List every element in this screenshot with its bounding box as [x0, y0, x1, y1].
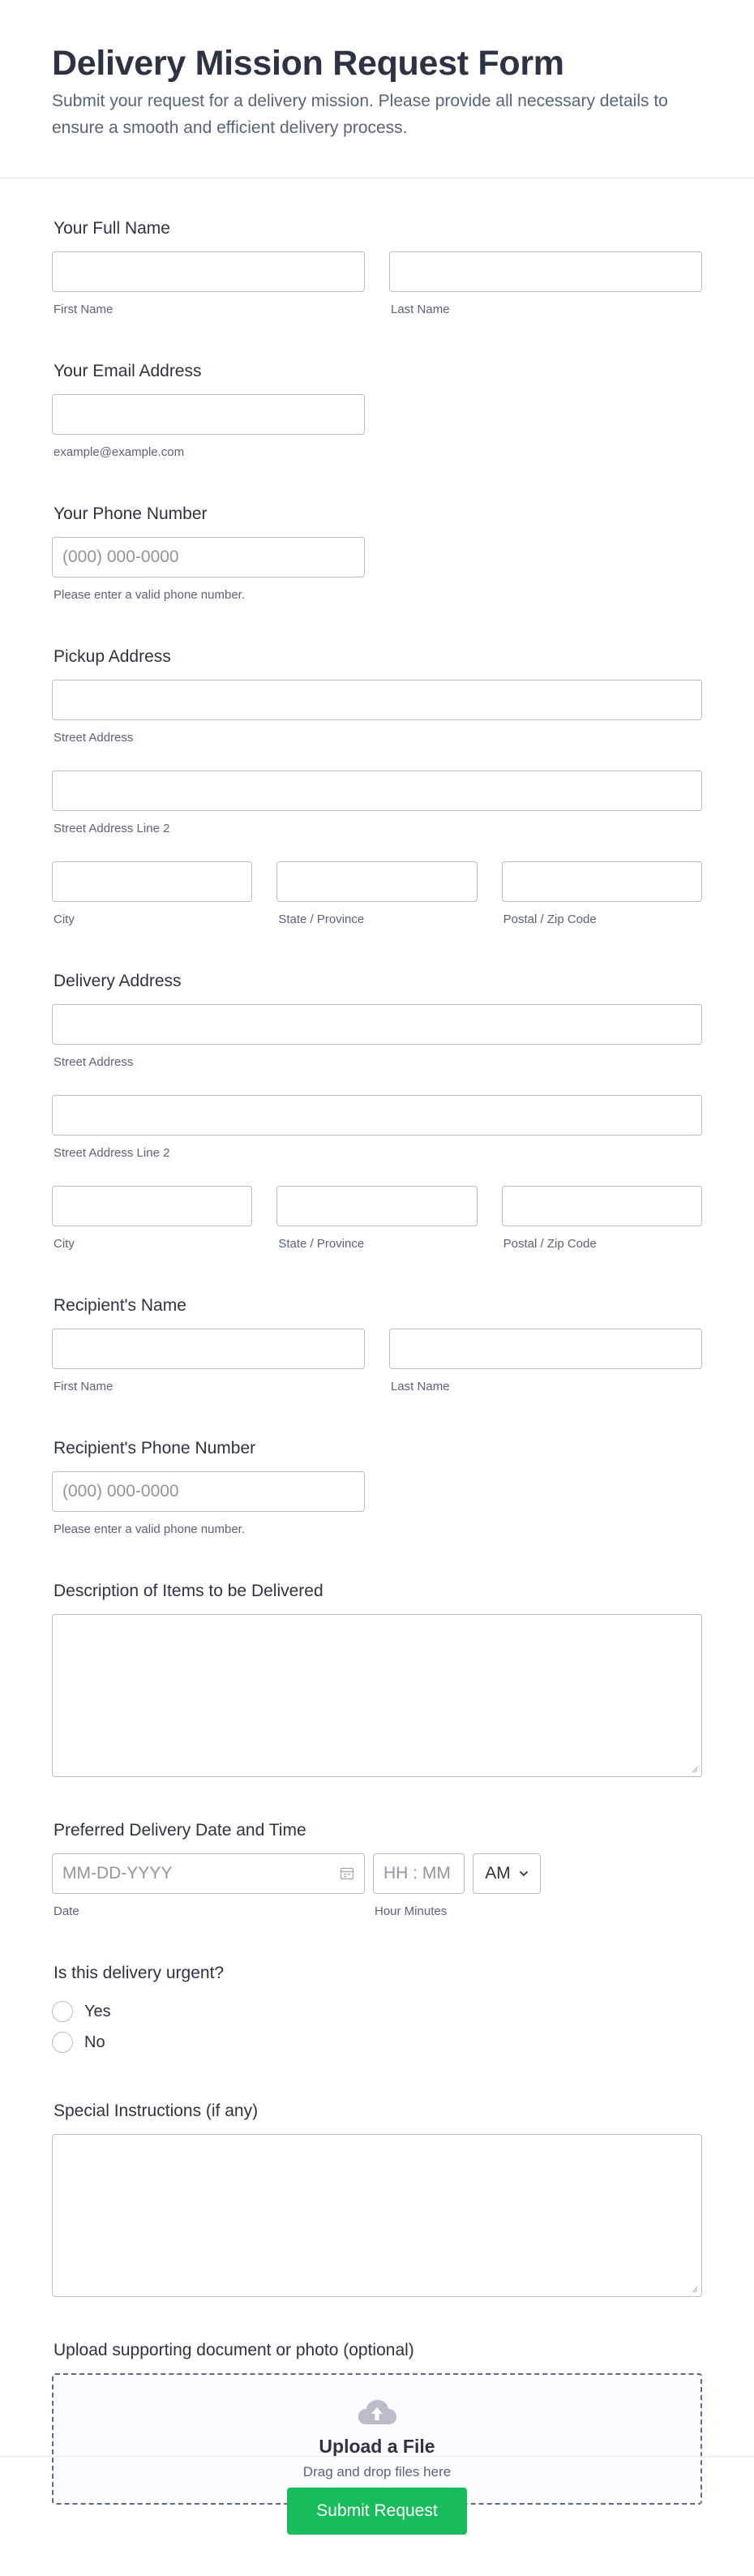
items-description-label: Description of Items to be Delivered: [54, 1582, 323, 1600]
delivery-zip-sublabel: Postal / Zip Code: [503, 1237, 597, 1251]
phone-label: Your Phone Number: [54, 504, 208, 523]
email-question: [52, 360, 702, 461]
pickup-address-label: Pickup Address: [54, 647, 171, 666]
first-name-input[interactable]: [52, 251, 365, 292]
recipient-first-name-input[interactable]: [52, 1329, 365, 1369]
form-description: Submit your request for a delivery mission. Please provide all necessary details to ensure a smooth and efficient delivery process.: [52, 92, 668, 137]
recipient-last-name-sublabel: Last Name: [391, 1380, 450, 1393]
delivery-city-sublabel: City: [54, 1237, 75, 1251]
recipient-last-name-input[interactable]: [389, 1329, 702, 1369]
resize-grip-icon[interactable]: [690, 2285, 698, 2293]
pickup-street-input[interactable]: [52, 680, 702, 720]
delivery-street2-input[interactable]: [52, 1095, 702, 1136]
pickup-city-input[interactable]: [52, 861, 252, 902]
recipient-name-label: Recipient's Name: [54, 1296, 186, 1315]
email-sublabel: example@example.com: [54, 445, 185, 459]
first-name-sublabel: First Name: [54, 303, 114, 316]
delivery-street-sublabel: Street Address: [54, 1055, 134, 1069]
recipient-phone-input[interactable]: [52, 1471, 365, 1512]
radio-button-no[interactable]: [52, 2032, 73, 2053]
delivery-address-question: [52, 970, 702, 1252]
cloud-upload-icon: [357, 2398, 397, 2426]
items-description-question: [52, 1580, 702, 1777]
full-name-question: [52, 217, 702, 318]
delivery-city-input[interactable]: [52, 1186, 252, 1226]
time-input[interactable]: [373, 1853, 465, 1894]
recipient-phone-question: [52, 1437, 702, 1538]
ampm-value: AM: [485, 1864, 511, 1883]
chevron-down-icon: [519, 1870, 529, 1877]
urgent-option-no[interactable]: [52, 2027, 702, 2058]
delivery-state-sublabel: State / Province: [278, 1237, 365, 1251]
full-name-label: Your Full Name: [54, 219, 170, 238]
date-input[interactable]: [52, 1853, 365, 1894]
recipient-name-question: [52, 1294, 702, 1395]
pickup-street2-sublabel: Street Address Line 2: [54, 822, 170, 835]
delivery-state-input[interactable]: [276, 1186, 477, 1226]
pickup-state-input[interactable]: [276, 861, 477, 902]
last-name-input[interactable]: [389, 251, 702, 292]
phone-question: [52, 503, 702, 603]
phone-placeholder: (000) 000-0000: [62, 547, 179, 566]
phone-input[interactable]: [52, 537, 365, 577]
recipient-phone-sublabel: Please enter a valid phone number.: [54, 1522, 245, 1536]
recipient-first-name-sublabel: First Name: [54, 1380, 114, 1393]
calendar-icon[interactable]: [340, 1866, 354, 1881]
email-input[interactable]: [52, 394, 365, 435]
urgent-option-yes[interactable]: [52, 1996, 702, 2027]
submit-button[interactable]: Submit Request: [287, 2488, 467, 2535]
form-body: [0, 178, 754, 2505]
upload-subtitle: Drag and drop files here: [302, 2463, 452, 2479]
last-name-sublabel: Last Name: [391, 303, 450, 316]
pickup-zip-sublabel: Postal / Zip Code: [503, 912, 597, 926]
instructions-textarea[interactable]: [52, 2134, 702, 2297]
form-header: [0, 0, 754, 178]
ampm-select[interactable]: [473, 1853, 541, 1894]
delivery-street2-sublabel: Street Address Line 2: [54, 1146, 170, 1160]
email-label: Your Email Address: [54, 362, 202, 380]
pickup-zip-input[interactable]: [502, 861, 702, 902]
form-title: Delivery Mission Request Form: [52, 44, 564, 83]
urgent-label: Is this delivery urgent?: [54, 1964, 225, 1982]
datetime-label: Preferred Delivery Date and Time: [54, 1821, 306, 1840]
delivery-zip-input[interactable]: [502, 1186, 702, 1226]
form-footer: [0, 2456, 754, 2576]
pickup-city-sublabel: City: [54, 912, 75, 926]
recipient-phone-label: Recipient's Phone Number: [54, 1439, 256, 1458]
radio-button-yes[interactable]: [52, 2001, 73, 2022]
urgent-option-yes-label: Yes: [84, 2002, 111, 2020]
upload-label: Upload supporting document or photo (optional): [54, 2341, 414, 2359]
delivery-address-label: Delivery Address: [54, 972, 182, 990]
time-placeholder: HH : MM: [383, 1864, 451, 1883]
pickup-state-sublabel: State / Province: [278, 912, 365, 926]
pickup-street-sublabel: Street Address: [54, 731, 134, 745]
pickup-street2-input[interactable]: [52, 771, 702, 811]
delivery-street-input[interactable]: [52, 1004, 702, 1045]
instructions-question: [52, 2100, 702, 2297]
pickup-address-question: [52, 646, 702, 928]
upload-title: Upload a File: [319, 2435, 435, 2457]
phone-sublabel: Please enter a valid phone number.: [54, 588, 245, 602]
resize-grip-icon[interactable]: [690, 1765, 698, 1773]
urgent-question: [52, 1962, 702, 2058]
date-sublabel: Date: [54, 1904, 79, 1918]
recipient-phone-placeholder: (000) 000-0000: [62, 1482, 179, 1501]
date-placeholder: MM-DD-YYYY: [62, 1864, 173, 1883]
datetime-question: [52, 1819, 702, 1920]
instructions-label: Special Instructions (if any): [54, 2102, 259, 2120]
urgent-option-no-label: No: [84, 2033, 105, 2051]
time-sublabel: Hour Minutes: [375, 1904, 448, 1918]
items-description-textarea[interactable]: [52, 1614, 702, 1777]
